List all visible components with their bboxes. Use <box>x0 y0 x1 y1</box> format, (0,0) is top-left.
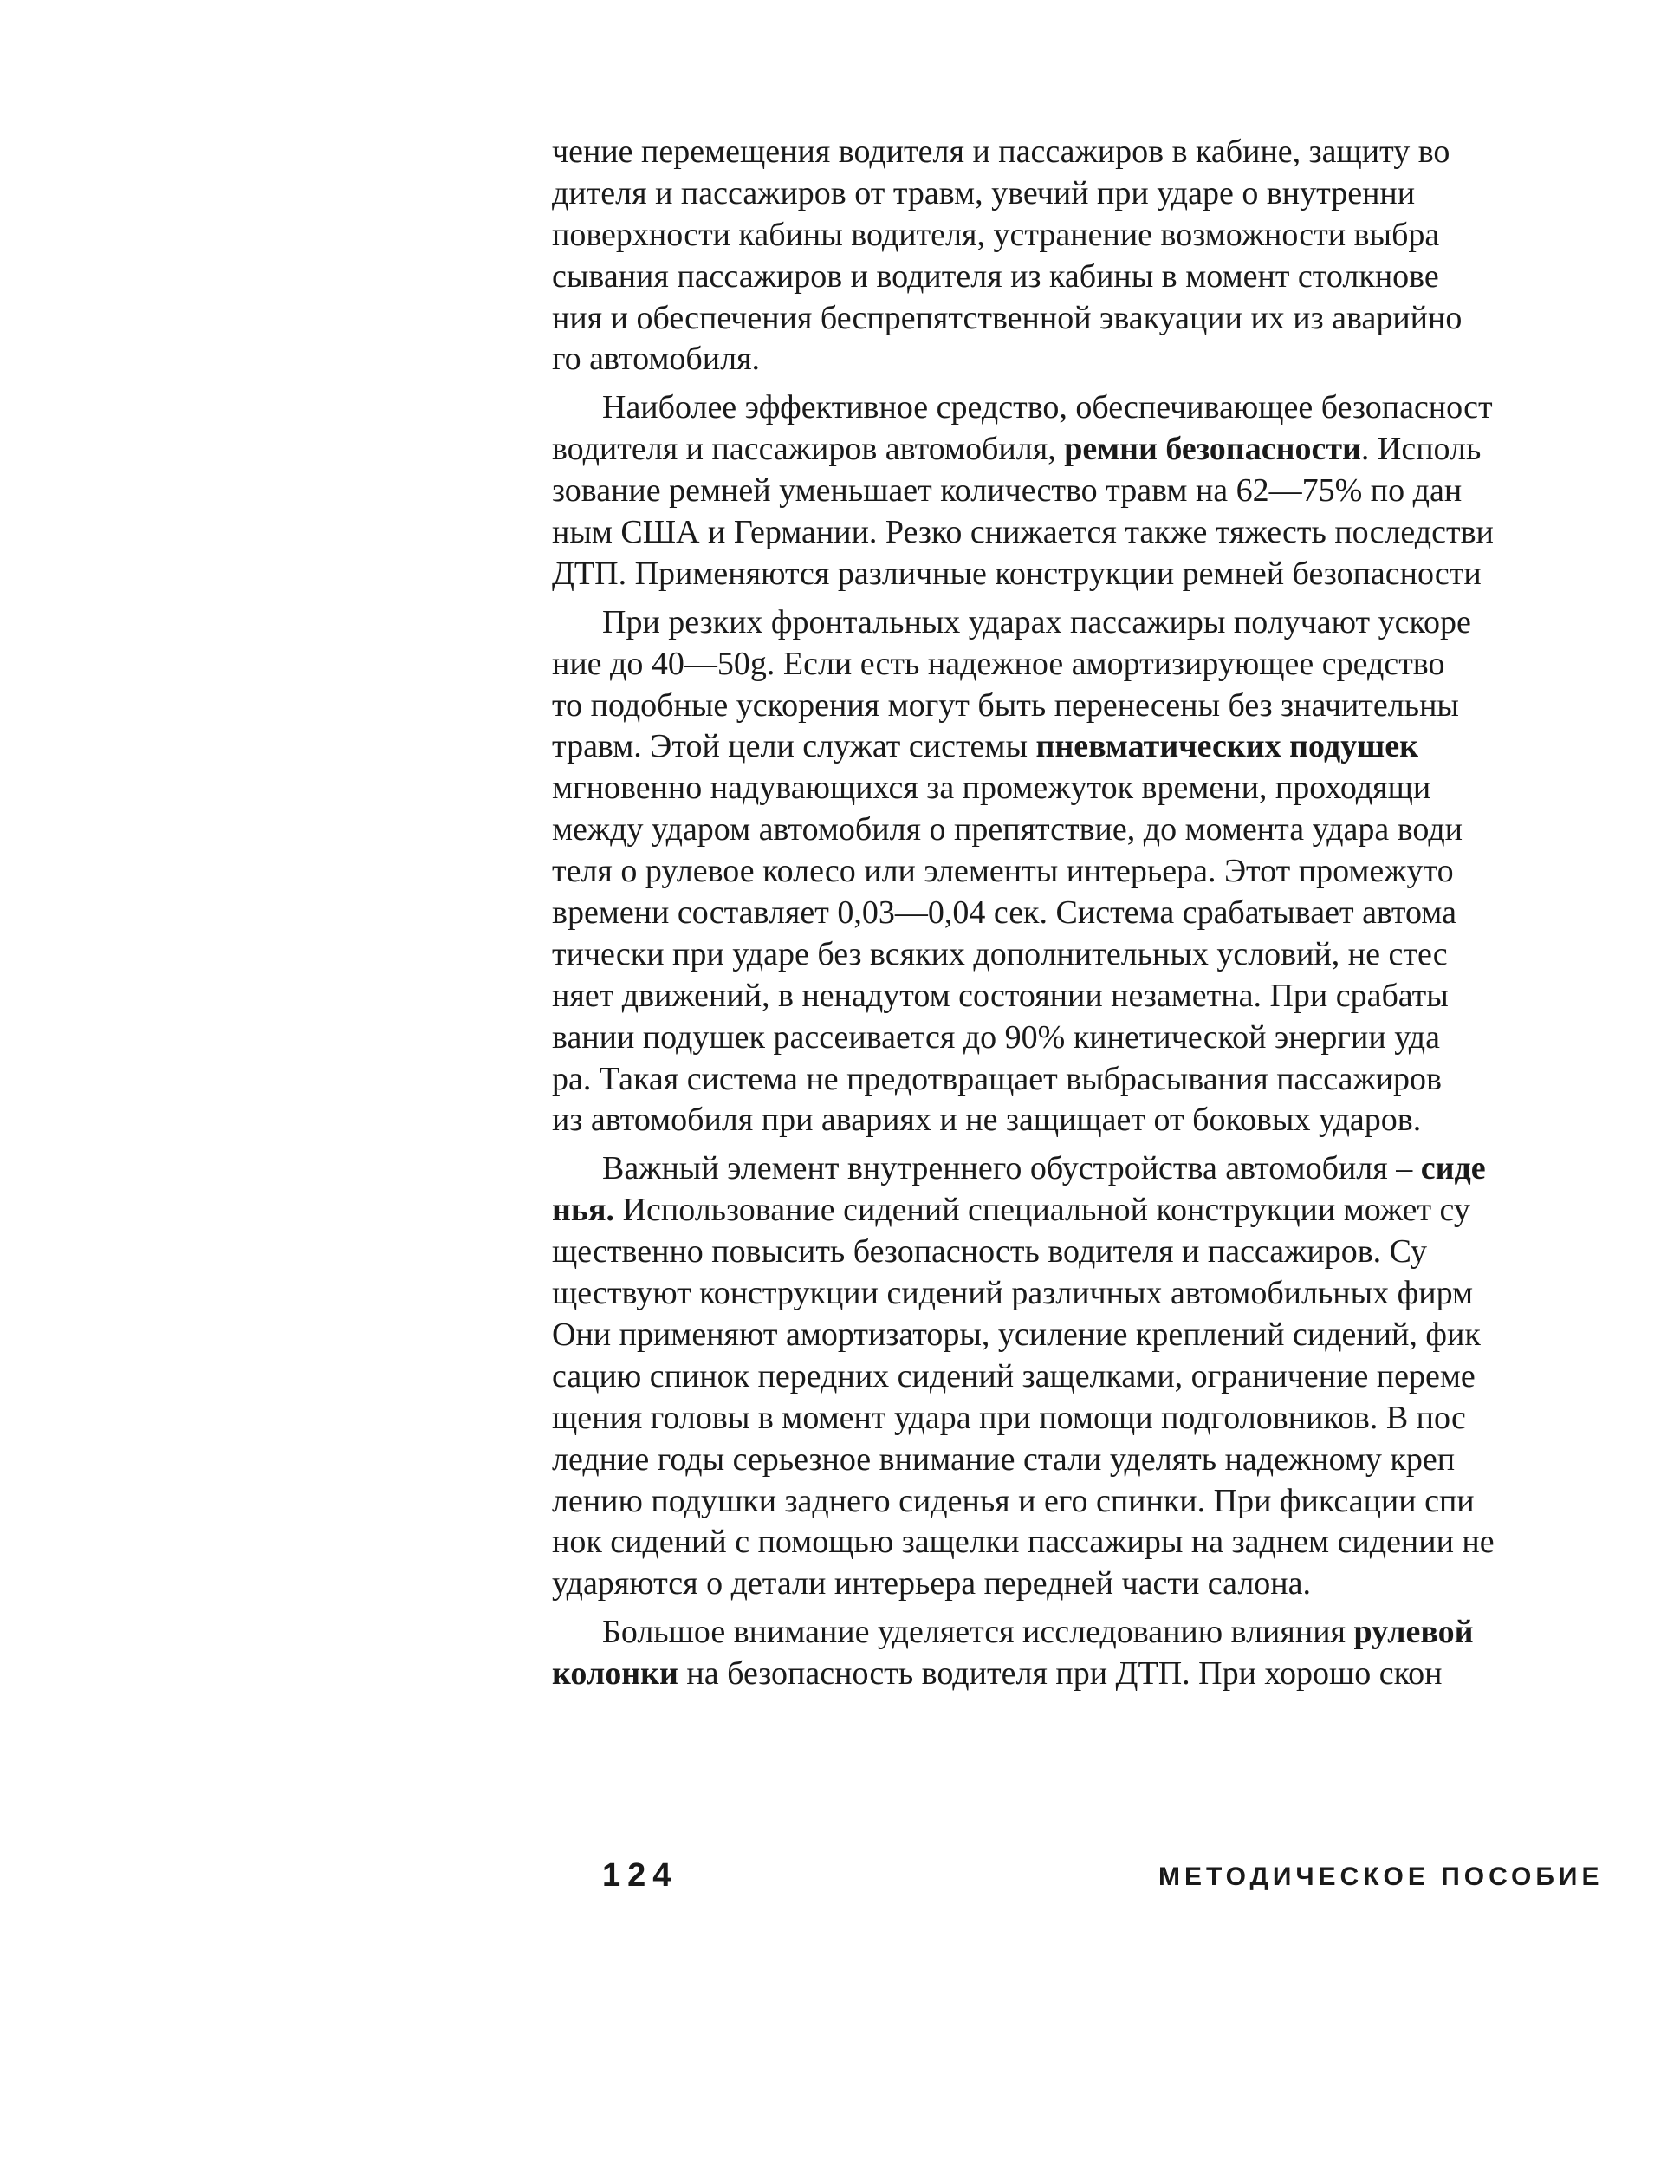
bold-term: пневматических подушек <box>1035 728 1419 765</box>
paragraph <box>552 1612 1626 1695</box>
text-line: тически при ударе без всяких дополнительных условий, не стес <box>552 935 1448 972</box>
text-line: сывания пассажиров и водителя из кабины в момент столкнове <box>552 257 1439 295</box>
text-line: ния и обеспечения беспрепятственной эвакуации их из аварийно <box>552 299 1463 336</box>
text-line: щественно повысить безопасность водителя и пассажиров. Су <box>552 1233 1428 1271</box>
bold-term: сиде <box>1420 1150 1486 1187</box>
text-line: ра. Такая система не предотвращает выбрасывания пассажиров <box>552 1060 1443 1097</box>
text-line: то подобные ускорения могут быть перенесены без значительны <box>552 686 1459 724</box>
bold-term: рулевой <box>1353 1614 1474 1651</box>
text-line: сацию спинок передних сидений защелками, ограничение переме <box>552 1357 1476 1394</box>
text-line: травм. Этой цели служат системы пневматических подушек <box>552 728 1419 765</box>
body-text <box>552 132 1626 1695</box>
text-line: зование ремней уменьшает количество травм на 62—75% по дан <box>552 472 1463 510</box>
paragraph <box>552 1148 1626 1605</box>
text-line: Большое внимание уделяется исследованию влияния рулевой <box>602 1614 1474 1651</box>
page-footer <box>552 1857 1626 1901</box>
text-line: дителя и пассажиров от травм, увечий при ударе о внутренни <box>552 174 1416 211</box>
text-line: теля о рулевое колесо или элементы интерьера. Этот промежуто <box>552 853 1454 890</box>
text-line: нок сидений с помощью защелки пассажиры на заднем сидении не <box>552 1524 1495 1561</box>
text-line: При резких фронтальных ударах пассажиры получают ускоре <box>602 603 1471 640</box>
text-line: времени составляет 0,03—0,04 сек. Система срабатывает автома <box>552 894 1456 932</box>
running-title: МЕТОДИЧЕСКОЕ ПОСОБИЕ <box>1158 1862 1604 1891</box>
paragraph <box>552 387 1626 595</box>
text-line: вании подушек рассеивается до 90% кинетической энергии уда <box>552 1018 1440 1056</box>
text-line: няет движений, в ненадутом состоянии незаметна. При срабаты <box>552 977 1449 1014</box>
text-line: ледние годы серьезное внимание стали уделять надежному креп <box>552 1440 1456 1478</box>
text-line: чение перемещения водителя и пассажиров в кабине, защиту во <box>552 133 1450 170</box>
paragraph <box>552 132 1626 380</box>
page-number: 124 <box>602 1857 678 1894</box>
text-line: нья. Использование сидений специальной конструкции может су <box>552 1192 1470 1229</box>
text-line: Они применяют амортизаторы, усиление креплений сидений, фик <box>552 1316 1481 1353</box>
text-line: колонки на безопасность водителя при ДТП. При хорошо скон <box>552 1655 1443 1693</box>
text-line: ным США и Германии. Резко снижается также тяжесть последстви <box>552 514 1494 551</box>
text-line: ществуют конструкции сидений различных автомобильных фирм <box>552 1275 1474 1312</box>
text-line: ние до 40—50g. Если есть надежное амортизирующее средство <box>552 645 1445 682</box>
text-line: между ударом автомобиля о препятствие, до момента удара води <box>552 811 1463 848</box>
text-line: Наиболее эффективное средство, обеспечивающее безопасност <box>602 389 1493 426</box>
bold-term: колонки <box>552 1655 678 1693</box>
bold-term: нья. <box>552 1192 615 1229</box>
text-line: го автомобиля. <box>552 341 761 378</box>
bold-term: ремни безопасности <box>1064 431 1361 468</box>
text-line: ДТП. Применяются различные конструкции ремней безопасности <box>552 555 1482 592</box>
text-line: Важный элемент внутреннего обустройства автомобиля – сиде <box>602 1150 1486 1187</box>
text-line: лению подушки заднего сиденья и его спинки. При фиксации спи <box>552 1482 1475 1519</box>
paragraph <box>552 602 1626 1142</box>
text-line: водителя и пассажиров автомобиля, ремни безопасности. Исполь <box>552 431 1482 468</box>
text-line: поверхности кабины водителя, устранение возможности выбра <box>552 216 1440 253</box>
text-line: из автомобиля при авариях и не защищает от боковых ударов. <box>552 1102 1422 1139</box>
text-line: щения головы в момент удара при помощи подголовников. В пос <box>552 1399 1466 1436</box>
text-line: мгновенно надувающихся за промежуток времени, проходящи <box>552 770 1431 807</box>
text-line: ударяются о детали интерьера передней части салона. <box>552 1565 1311 1602</box>
